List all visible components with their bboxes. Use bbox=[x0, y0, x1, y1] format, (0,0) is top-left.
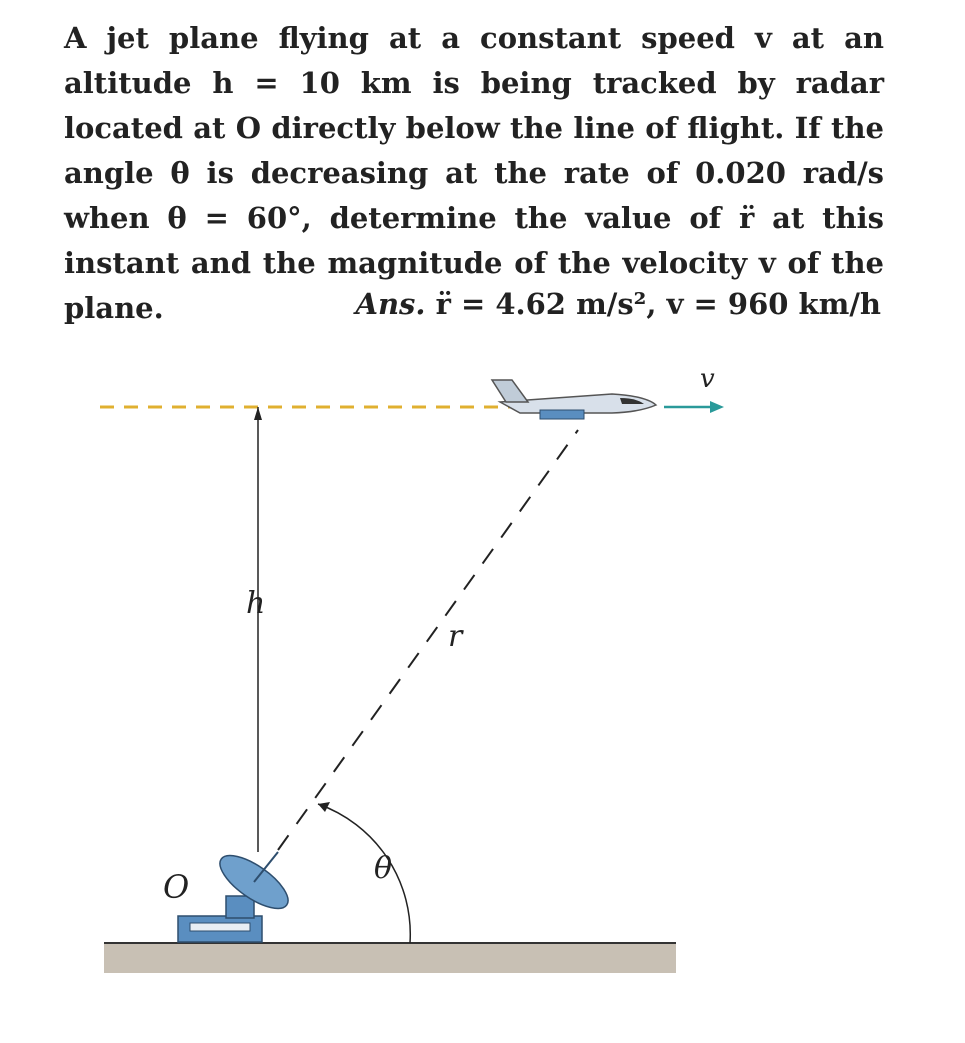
label-theta: θ bbox=[374, 851, 393, 886]
label-r: r bbox=[448, 619, 463, 654]
theta-arrowhead bbox=[318, 802, 330, 812]
label-h: h bbox=[246, 586, 266, 621]
label-origin: O bbox=[163, 868, 190, 906]
altitude-arrowhead bbox=[254, 407, 262, 420]
answer-prefix: Ans. bbox=[355, 287, 426, 321]
jet-plane bbox=[492, 380, 656, 419]
answer-text: r̈ = 4.62 m/s², v = 960 km/h bbox=[435, 287, 881, 321]
label-v: v bbox=[700, 364, 715, 394]
velocity-arrowhead bbox=[710, 401, 724, 413]
range-line bbox=[278, 430, 578, 850]
radar-station bbox=[178, 846, 296, 942]
ground bbox=[104, 943, 676, 973]
problem-statement: A jet plane flying at a constant speed v at an altitude h = 10 km is being tracked by radar located at O directly below the line of flight. If the angle θ is decreasing at the rate of 0.020 rad/s when θ = 60°, determine the value of r̈ at this instant and the magnitude of the velocity v of the plane. bbox=[64, 21, 884, 325]
theta-arc bbox=[318, 804, 410, 943]
